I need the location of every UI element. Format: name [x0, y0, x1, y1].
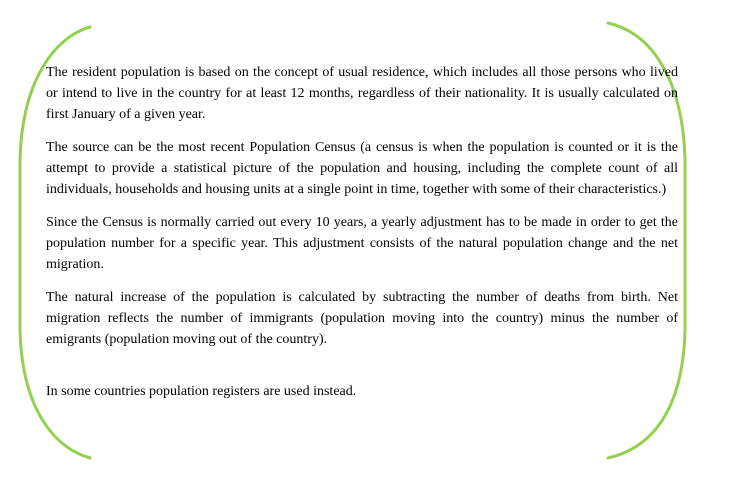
paragraph-resident-population: The resident population is based on the concept of usual residence, which includes all those persons who lived or intend to live in the country for at least 12 months, regardless of their nationality. It is usually calculated on first January of a given year. [46, 65, 678, 122]
paragraph-natural-increase: The natural increase of the population is calculated by subtracting the number of deaths from birth. Net migration reflects the number of immigrants (population moving into the country) minus the number of emigrants (population moving out of the country). [46, 290, 678, 347]
paragraph-census-source: The source can be the most recent Population Census (a census is when the population is counted or it is the attempt to provide a statistical picture of the population and housing, including the complete count of all individuals, households and housing units at a single point in time, together with some of their characteristics.) [46, 140, 678, 197]
text-box [46, 62, 678, 414]
paragraph-population-registers: In some countries population registers are used instead. [46, 384, 357, 399]
paragraph-yearly-adjustment: Since the Census is normally carried out every 10 years, a yearly adjustment has to be made in order to get the population number for a specific year. This adjustment consists of the natural population change and the net migration. [46, 215, 678, 272]
